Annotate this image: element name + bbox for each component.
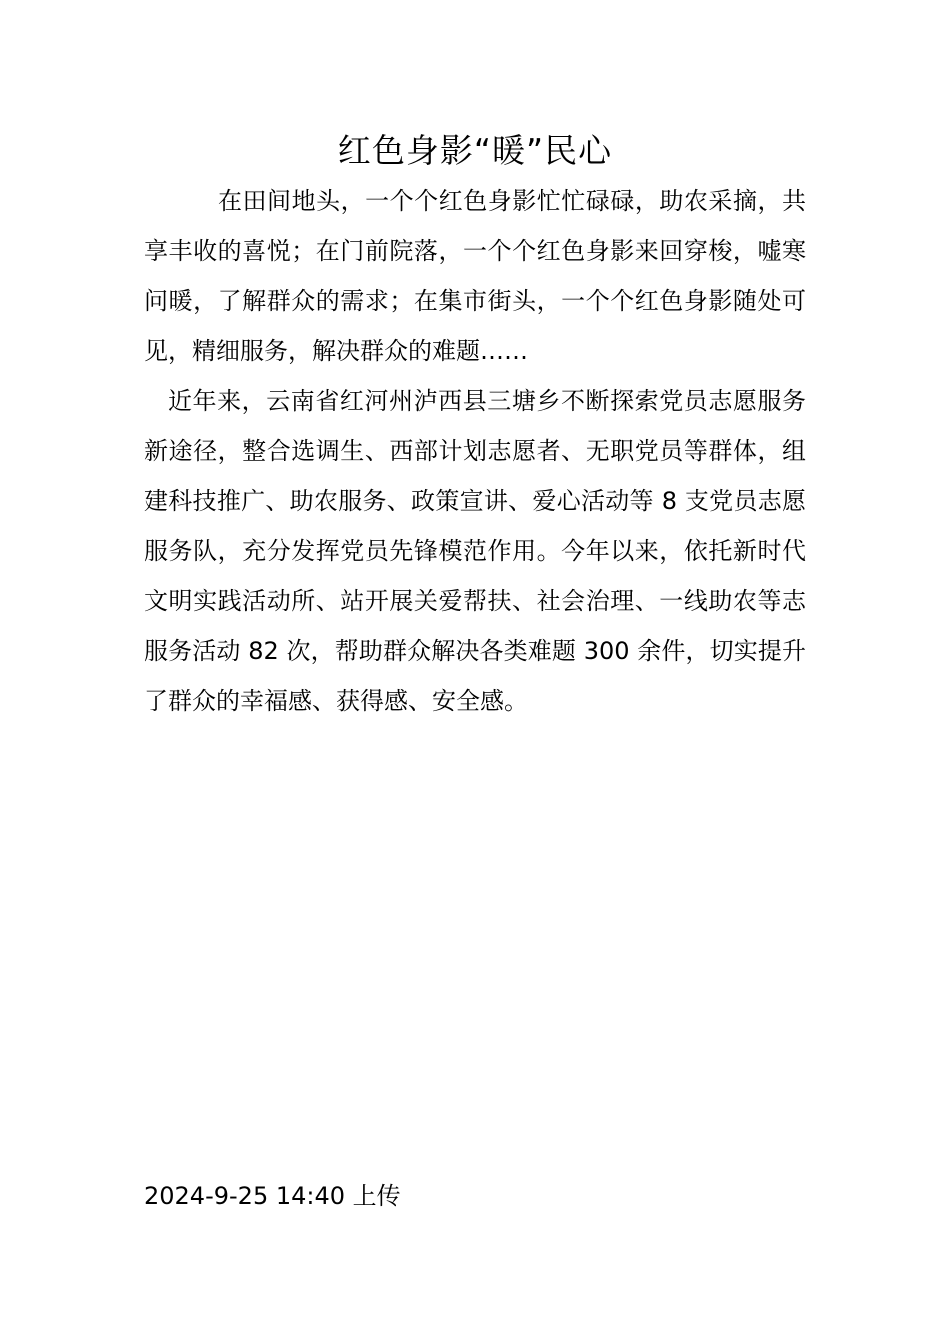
paragraph-1: 在田间地头，一个个红色身影忙忙碌碌，助农采摘，共享丰收的喜悦；在门前院落，一个个红色身影来回穿梭，嘘寒问暖，了解群众的需求；在集市街头，一个个红色身影随处可见，精细服务，解决群众的难题……	[144, 187, 806, 365]
article-body	[144, 176, 806, 726]
upload-timestamp: 2024-9-25 14:40 上传	[144, 1182, 401, 1210]
paragraph-2: 近年来，云南省红河州泸西县三塘乡不断探索党员志愿服务新途径，整合选调生、西部计划志愿者、无职党员等群体，组建科技推广、助农服务、政策宣讲、爱心活动等 8 支党员志愿服务队，充分发挥党员先锋模范作用。今年以来，依托新时代文明实践活动所、站开展关爱帮扶、社会治理、一线助农等志服务活动 82 次，帮助群众解决各类难题 300 余件，切实提升了群众的幸福感、获得感、安全感。	[144, 387, 806, 715]
page-title: 红色身影“暖”民心	[337, 131, 613, 170]
